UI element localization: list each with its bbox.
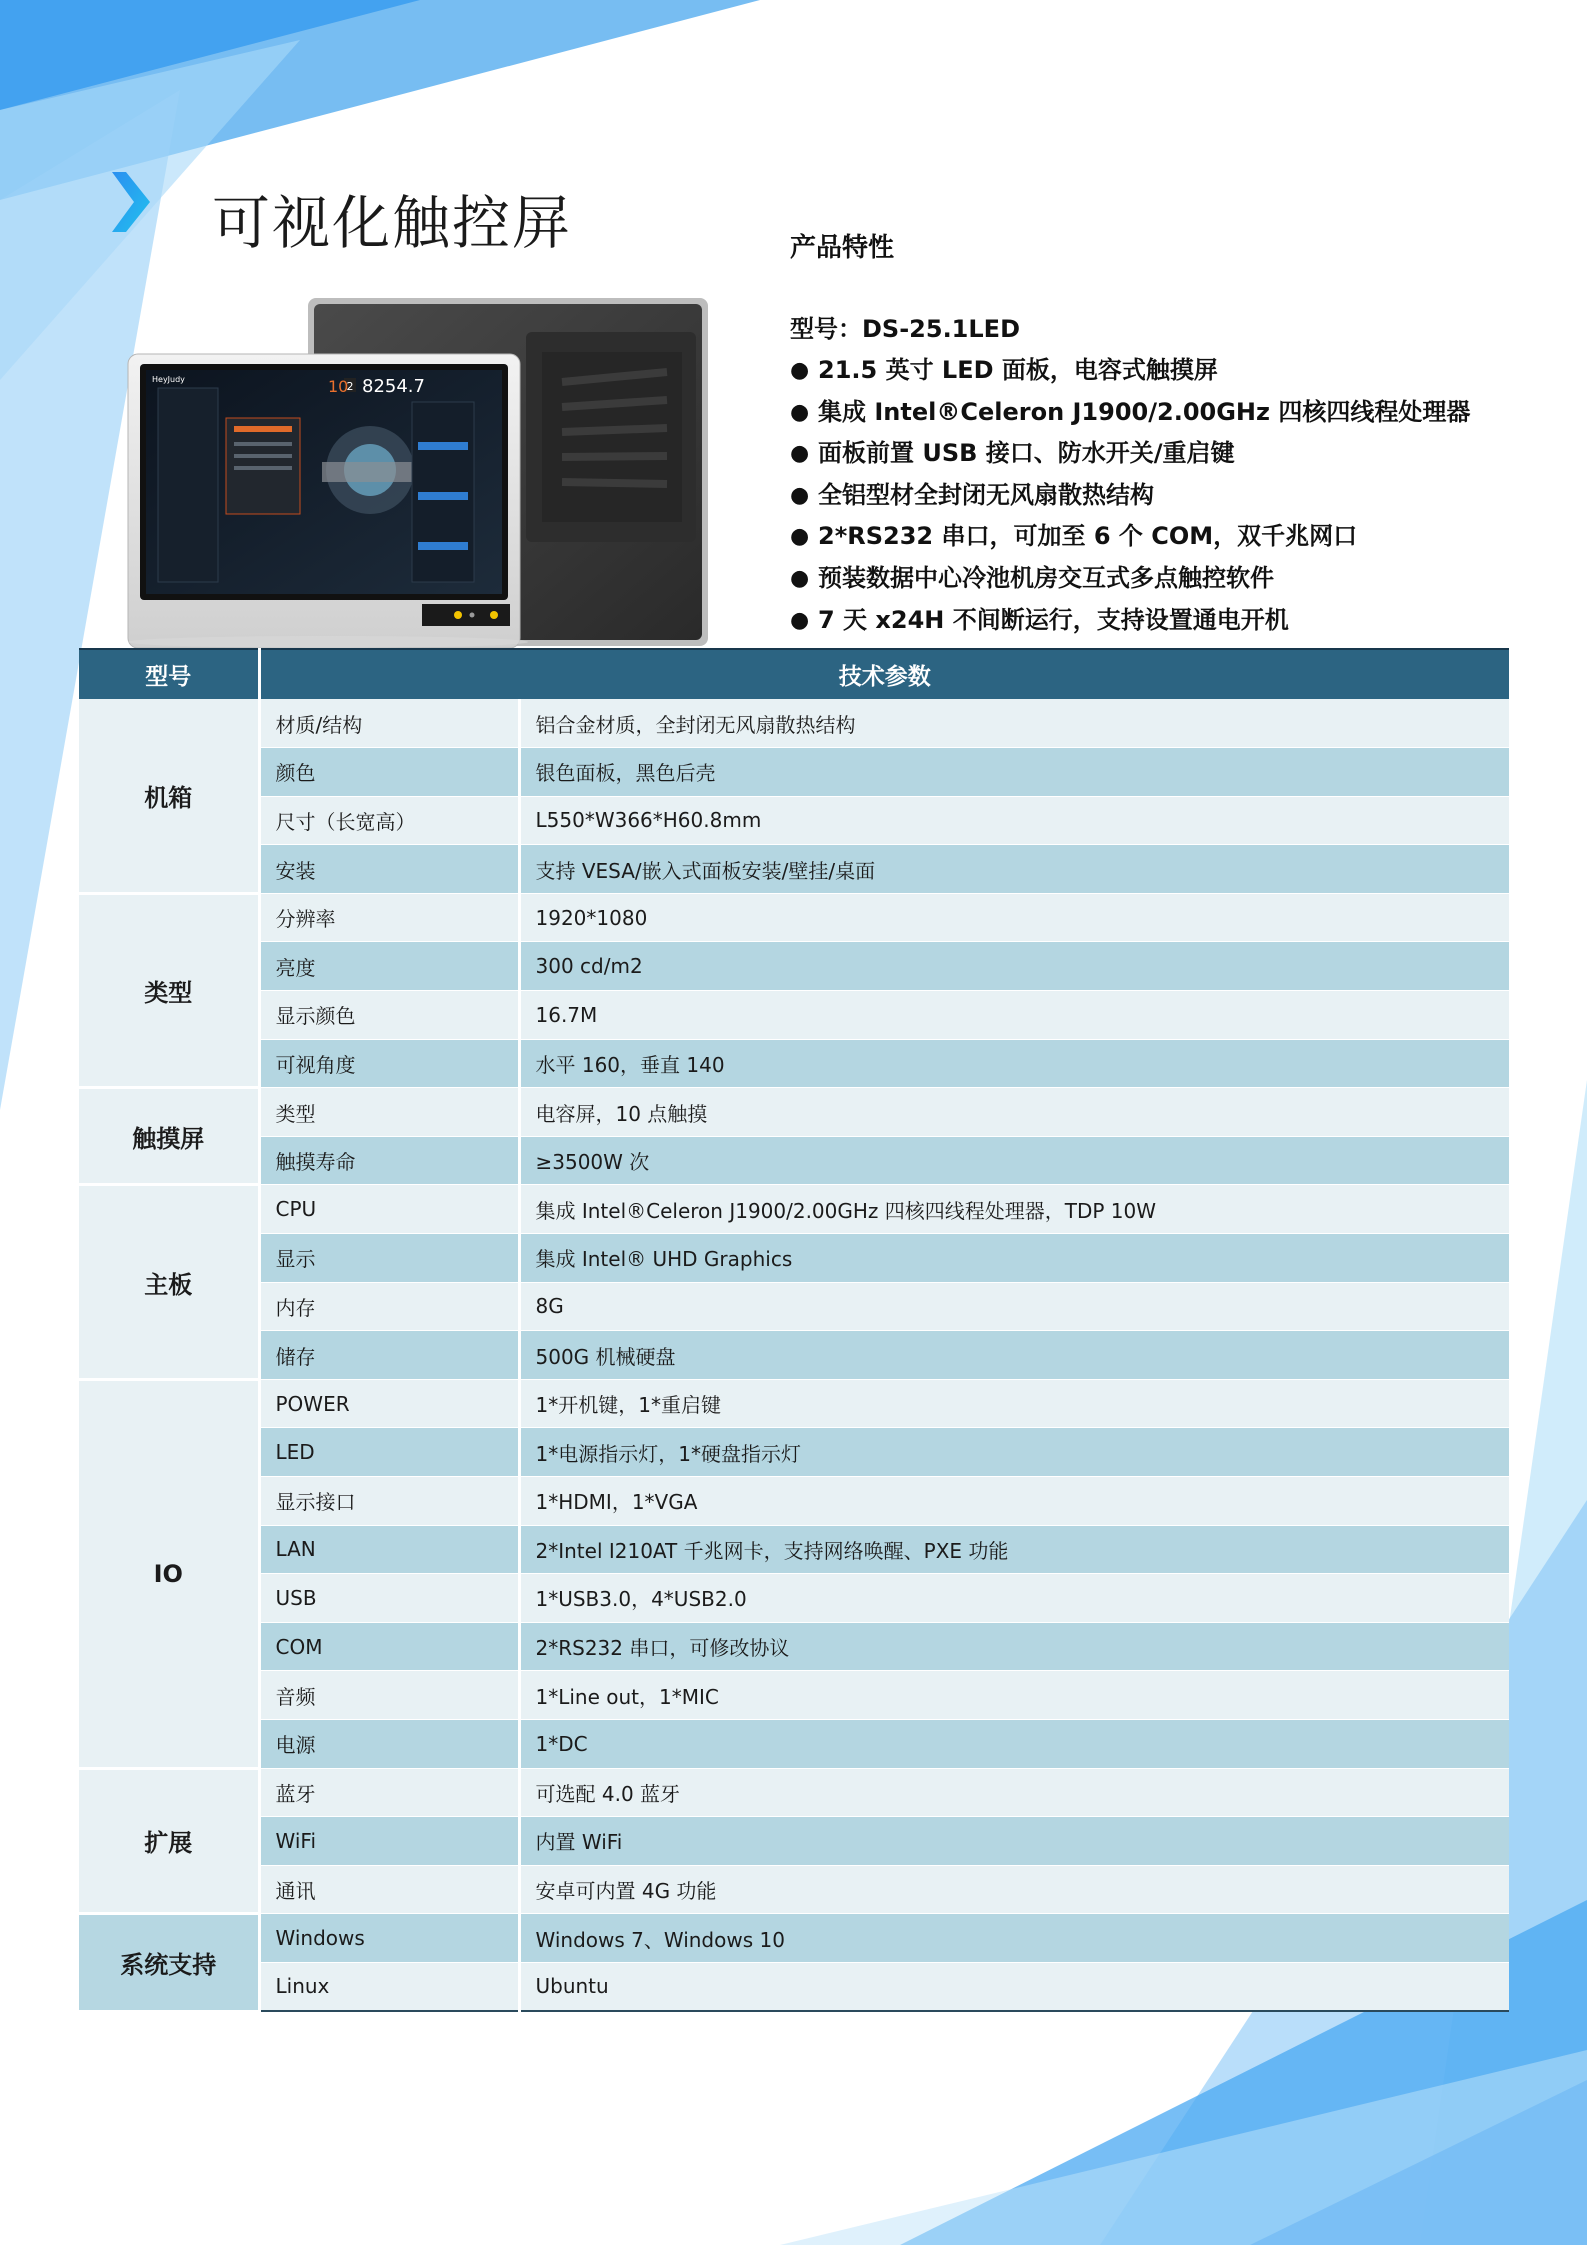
spec-value: 1*开机键，1*重启键 bbox=[519, 1379, 1509, 1428]
table-row bbox=[79, 1331, 1509, 1380]
spec-value: 300 cd/m2 bbox=[519, 942, 1509, 991]
spec-value: 铝合金材质，全封闭无风扇散热结构 bbox=[519, 699, 1509, 748]
chevron-right-icon bbox=[112, 172, 152, 232]
feature-text: 7 天 x24H 不间断运行，支持设置通电开机 bbox=[818, 605, 1289, 634]
spec-value: 1*DC bbox=[519, 1719, 1509, 1768]
table-row bbox=[79, 1622, 1509, 1671]
group-label: 触摸屏 bbox=[79, 1088, 259, 1185]
feature-text: 全铝型材全封闭无风扇散热结构 bbox=[818, 480, 1154, 509]
spec-value: 支持 VESA/嵌入式面板安装/壁挂/桌面 bbox=[519, 845, 1509, 894]
spec-label: 内存 bbox=[259, 1282, 519, 1331]
feature-list bbox=[790, 350, 1570, 641]
bullet-dot-icon: ● bbox=[790, 358, 810, 383]
table-row bbox=[79, 1428, 1509, 1477]
spec-value: 水平 160，垂直 140 bbox=[519, 1039, 1509, 1088]
spec-value: 1*电源指示灯，1*硬盘指示灯 bbox=[519, 1428, 1509, 1477]
table-row bbox=[79, 1185, 1509, 1234]
table-row bbox=[79, 1671, 1509, 1720]
features-heading: 产品特性 bbox=[790, 233, 895, 263]
header-specs: 技术参数 bbox=[259, 649, 1509, 699]
table-row bbox=[79, 1039, 1509, 1088]
spec-label: 安装 bbox=[259, 845, 519, 894]
spec-label: 显示颜色 bbox=[259, 991, 519, 1040]
screen-badge: 2 bbox=[346, 380, 354, 393]
feature-item bbox=[790, 600, 1570, 642]
header-model: 型号 bbox=[79, 649, 259, 699]
table-row bbox=[79, 1136, 1509, 1185]
spec-label: 类型 bbox=[259, 1088, 519, 1137]
screen-orange-number: 10 bbox=[328, 377, 349, 396]
spec-value: 集成 Intel® UHD Graphics bbox=[519, 1234, 1509, 1283]
table-row bbox=[79, 1914, 1509, 1963]
group-label: 扩展 bbox=[79, 1768, 259, 1914]
table-row bbox=[79, 1719, 1509, 1768]
bullet-dot-icon: ● bbox=[790, 524, 810, 550]
spec-value: 安卓可内置 4G 功能 bbox=[519, 1865, 1509, 1914]
table-row bbox=[79, 845, 1509, 894]
spec-label: Linux bbox=[259, 1962, 519, 2011]
feature-item bbox=[790, 433, 1570, 475]
spec-value: 内置 WiFi bbox=[519, 1817, 1509, 1866]
spec-label: 音频 bbox=[259, 1671, 519, 1720]
table-row bbox=[79, 1962, 1509, 2011]
table-row bbox=[79, 1865, 1509, 1914]
group-label: IO bbox=[79, 1379, 259, 1768]
spec-value: 2*RS232 串口，可修改协议 bbox=[519, 1622, 1509, 1671]
table-row bbox=[79, 991, 1509, 1040]
feature-item bbox=[790, 516, 1570, 558]
spec-value: 500G 机械硬盘 bbox=[519, 1331, 1509, 1380]
spec-value: Ubuntu bbox=[519, 1962, 1509, 2011]
spec-label: Windows bbox=[259, 1914, 519, 1963]
group-label: 主板 bbox=[79, 1185, 259, 1379]
table-row bbox=[79, 1477, 1509, 1526]
spec-table-body bbox=[79, 699, 1509, 2011]
spec-label: 触摸寿命 bbox=[259, 1136, 519, 1185]
spec-label: 显示接口 bbox=[259, 1477, 519, 1526]
spec-label: 亮度 bbox=[259, 942, 519, 991]
spec-label: 尺寸（长宽高） bbox=[259, 796, 519, 845]
table-row bbox=[79, 1525, 1509, 1574]
bullet-dot-icon: ● bbox=[790, 482, 810, 508]
spec-value: 银色面板，黑色后壳 bbox=[519, 748, 1509, 797]
spec-label: 可视角度 bbox=[259, 1039, 519, 1088]
bullet-dot-icon: ● bbox=[790, 607, 810, 633]
feature-text: 集成 Intel®Celeron J1900/2.00GHz 四核四线程处理器 bbox=[818, 397, 1471, 426]
spec-label: 材质/结构 bbox=[259, 699, 519, 748]
spec-value: 1*HDMI，1*VGA bbox=[519, 1477, 1509, 1526]
spec-value: 8G bbox=[519, 1282, 1509, 1331]
spec-table bbox=[79, 648, 1509, 2013]
group-label: 系统支持 bbox=[79, 1914, 259, 2011]
feature-text: 面板前置 USB 接口、防水开关/重启键 bbox=[818, 439, 1235, 468]
product-features bbox=[790, 228, 1570, 641]
table-row bbox=[79, 1768, 1509, 1817]
table-header-row bbox=[79, 649, 1509, 699]
spec-label: 通讯 bbox=[259, 1865, 519, 1914]
table-row bbox=[79, 796, 1509, 845]
product-image bbox=[122, 292, 712, 648]
table-row bbox=[79, 1379, 1509, 1428]
spec-label: 蓝牙 bbox=[259, 1768, 519, 1817]
spec-label: WiFi bbox=[259, 1817, 519, 1866]
spec-value: 电容屏，10 点触摸 bbox=[519, 1088, 1509, 1137]
spec-label: USB bbox=[259, 1574, 519, 1623]
spec-value: ≥3500W 次 bbox=[519, 1136, 1509, 1185]
spec-label: CPU bbox=[259, 1185, 519, 1234]
spec-value: 可选配 4.0 蓝牙 bbox=[519, 1768, 1509, 1817]
bullet-dot-icon: ● bbox=[790, 399, 810, 425]
model-number: 型号：DS-25.1LED bbox=[790, 315, 1020, 343]
table-row bbox=[79, 1282, 1509, 1331]
spec-value: Windows 7、Windows 10 bbox=[519, 1914, 1509, 1963]
spec-value: 2*Intel I210AT 千兆网卡，支持网络唤醒、PXE 功能 bbox=[519, 1525, 1509, 1574]
spec-value: 1*Line out，1*MIC bbox=[519, 1671, 1509, 1720]
bullet-dot-icon: ● bbox=[790, 565, 810, 591]
spec-label: 分辨率 bbox=[259, 893, 519, 942]
spec-label: 储存 bbox=[259, 1331, 519, 1380]
table-row bbox=[79, 699, 1509, 748]
table-row bbox=[79, 1088, 1509, 1137]
screen-value: 8254.7 bbox=[362, 376, 425, 397]
feature-text: 21.5 英寸 LED 面板，电容式触摸屏 bbox=[818, 356, 1218, 384]
table-row bbox=[79, 942, 1509, 991]
spec-value: 集成 Intel®Celeron J1900/2.00GHz 四核四线程处理器，TDP 10W bbox=[519, 1185, 1509, 1234]
group-label: 类型 bbox=[79, 893, 259, 1087]
feature-text: 预装数据中心冷池机房交互式多点触控软件 bbox=[818, 563, 1274, 592]
screen-brand: HeyJudy bbox=[152, 375, 185, 384]
feature-item bbox=[790, 558, 1570, 600]
spec-value: 16.7M bbox=[519, 991, 1509, 1040]
table-row bbox=[79, 1234, 1509, 1283]
spec-label: 显示 bbox=[259, 1234, 519, 1283]
feature-item bbox=[790, 475, 1570, 517]
page-title: 可视化触控屏 bbox=[212, 189, 573, 257]
spec-value: 1920*1080 bbox=[519, 893, 1509, 942]
spec-label: POWER bbox=[259, 1379, 519, 1428]
spec-label: LAN bbox=[259, 1525, 519, 1574]
table-row bbox=[79, 1817, 1509, 1866]
table-row bbox=[79, 1574, 1509, 1623]
spec-label: LED bbox=[259, 1428, 519, 1477]
spec-label: 颜色 bbox=[259, 748, 519, 797]
feature-item bbox=[790, 350, 1570, 392]
group-label: 机箱 bbox=[79, 699, 259, 893]
spec-label: 电源 bbox=[259, 1719, 519, 1768]
spec-value: L550*W366*H60.8mm bbox=[519, 796, 1509, 845]
table-row bbox=[79, 748, 1509, 797]
table-row bbox=[79, 893, 1509, 942]
spec-value: 1*USB3.0，4*USB2.0 bbox=[519, 1574, 1509, 1623]
bullet-dot-icon: ● bbox=[790, 441, 810, 467]
spec-label: COM bbox=[259, 1622, 519, 1671]
feature-text: 2*RS232 串口，可加至 6 个 COM，双千兆网口 bbox=[818, 522, 1358, 551]
feature-item bbox=[790, 392, 1570, 434]
